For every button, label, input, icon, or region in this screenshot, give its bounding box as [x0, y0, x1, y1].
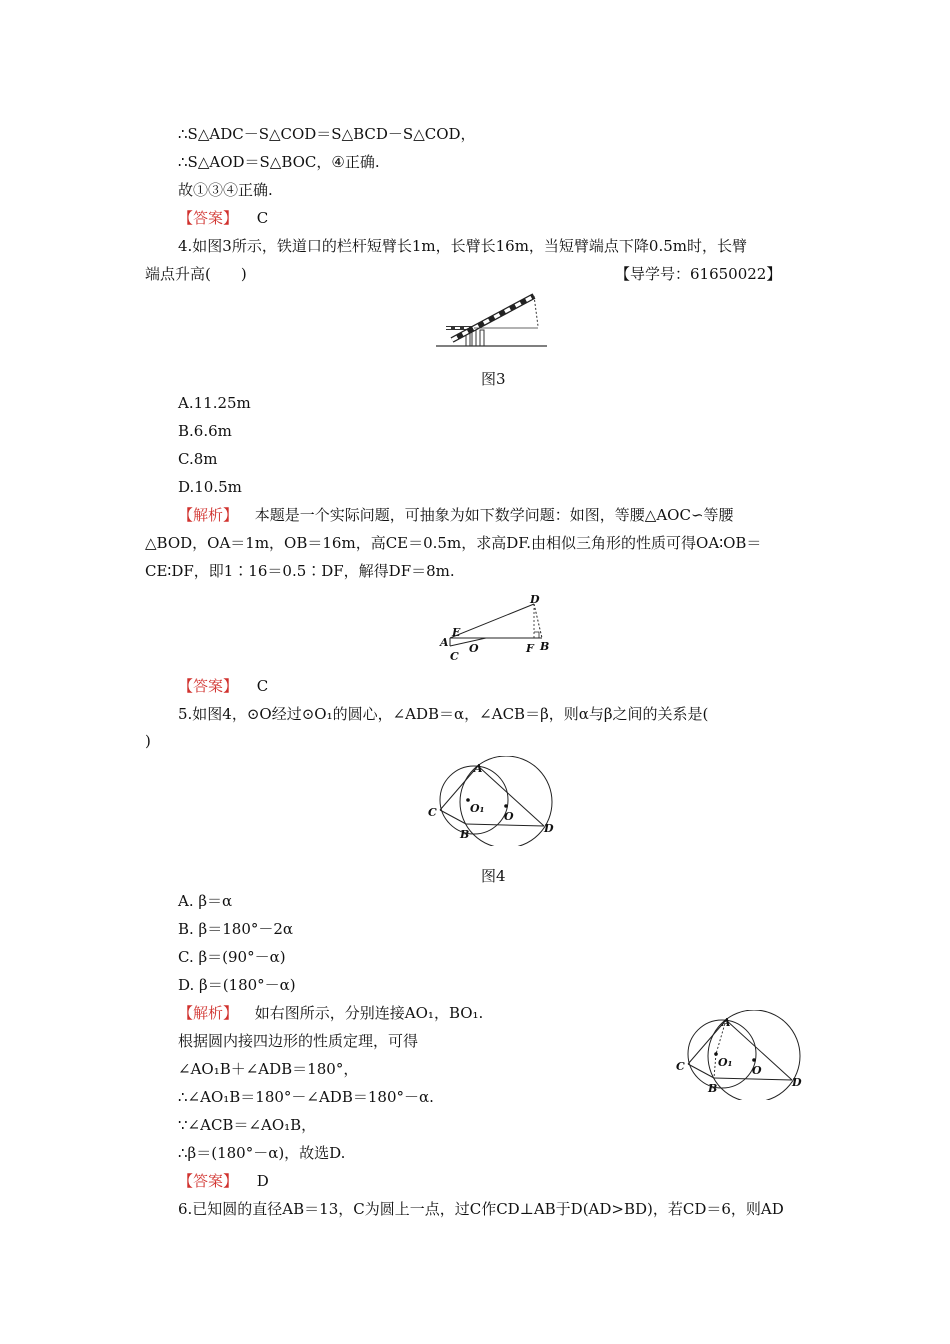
text-line: 故①③④正确. [178, 181, 273, 199]
analysis-4-line3: CE∶DF，即1∶16＝0.5∶DF，解得DF＝8m. [145, 562, 455, 580]
question-4-line1: 4.如图3所示，铁道口的栏杆短臂长1m，长臂长16m，当短臂端点下降0.5m时，长臂 [178, 237, 748, 255]
label-o: O [504, 810, 514, 823]
label-a: A [440, 636, 449, 649]
analysis-text: 如右图所示，分别连接AO₁，BO₁. [254, 1004, 484, 1022]
option-b: B. β＝180°－2α [178, 920, 294, 938]
text-line: ∴S△ADC－S△COD＝S△BCD－S△COD， [178, 125, 476, 143]
question-6-line1: 6.已知圆的直径AB＝13，C为圆上一点，过C作CD⊥AB于D(AD>BD)，若CD＝6，则AD [178, 1200, 784, 1218]
answer-line [178, 1171, 269, 1191]
analysis-5-line5: ∵∠ACB＝∠AO₁B， [178, 1116, 317, 1134]
figure-4-circles [422, 756, 562, 846]
analysis-4-line2: △BOD，OA＝1m，OB＝16m，高CE＝0.5m，求高DF.由相似三角形的性质可得OA∶OB＝ [145, 534, 762, 552]
answer-line [178, 208, 268, 228]
label-d: D [792, 1076, 802, 1089]
question-4-line2: 端点升高( ) [145, 265, 247, 283]
analysis-label: 【解析】 [178, 506, 239, 524]
question-5-line2: ) [145, 732, 151, 750]
label-o: O [469, 642, 479, 655]
analysis-4-line1 [178, 505, 734, 525]
label-d: D [530, 594, 540, 606]
text-line: ∴S△AOD＝S△BOC，④正确. [178, 153, 380, 171]
option-c: C. β＝(90°－α) [178, 948, 286, 966]
figure-3-caption: 图3 [481, 370, 506, 388]
analysis-text: 本题是一个实际问题，可抽象为如下数学问题：如图，等腰△AOC∽等腰 [254, 506, 734, 524]
question-4-reference: 【导学号：61650022】 [615, 265, 782, 283]
analysis-5-line4: ∴∠AO₁B＝180°－∠ADB＝180°－α. [178, 1088, 434, 1106]
label-f: F [526, 642, 534, 655]
label-b: B [460, 828, 470, 841]
label-c: C [428, 806, 437, 819]
answer-value: C [256, 209, 269, 227]
answer-value: D [256, 1172, 269, 1190]
option-c: C.8m [178, 450, 218, 468]
label-b: B [708, 1082, 718, 1095]
label-d: D [544, 822, 554, 835]
label-c: C [450, 650, 459, 663]
analysis-5-line1 [178, 1003, 483, 1023]
label-a: A [474, 762, 483, 775]
analysis-5-line3: ∠AO₁B＋∠ADB＝180°， [178, 1060, 359, 1078]
label-o: O [752, 1064, 762, 1077]
figure-5-solution-circles [670, 1010, 810, 1100]
option-d: D.10.5m [178, 478, 242, 496]
analysis-5-line2: 根据圆内接四边形的性质定理，可得 [178, 1032, 419, 1050]
option-a: A.11.25m [178, 394, 251, 412]
label-a: A [722, 1016, 731, 1029]
answer-label: 【答案】 [178, 209, 239, 227]
answer-label: 【答案】 [178, 1172, 239, 1190]
analysis-5-line6: ∴β＝(180°－α)，故选D. [178, 1144, 346, 1162]
question-5-line1: 5.如图4，⊙O经过⊙O₁的圆心，∠ADB＝α，∠ACB＝β，则α与β之间的关系是( [178, 705, 709, 723]
label-o1: O₁ [470, 802, 485, 815]
answer-line [178, 676, 268, 696]
figure-3-railway-barrier [432, 288, 552, 354]
option-b: B.6.6m [178, 422, 232, 440]
answer-label: 【答案】 [178, 677, 239, 695]
option-d: D. β＝(180°－α) [178, 976, 296, 994]
label-o1: O₁ [718, 1056, 733, 1069]
analysis-label: 【解析】 [178, 1004, 239, 1022]
label-b: B [540, 640, 550, 653]
option-a: A. β＝α [178, 892, 233, 910]
label-e: E [452, 626, 461, 639]
figure-4-caption: 图4 [481, 867, 506, 885]
figure-similar-triangles [438, 594, 558, 666]
answer-value: C [256, 677, 269, 695]
label-c: C [676, 1060, 685, 1073]
